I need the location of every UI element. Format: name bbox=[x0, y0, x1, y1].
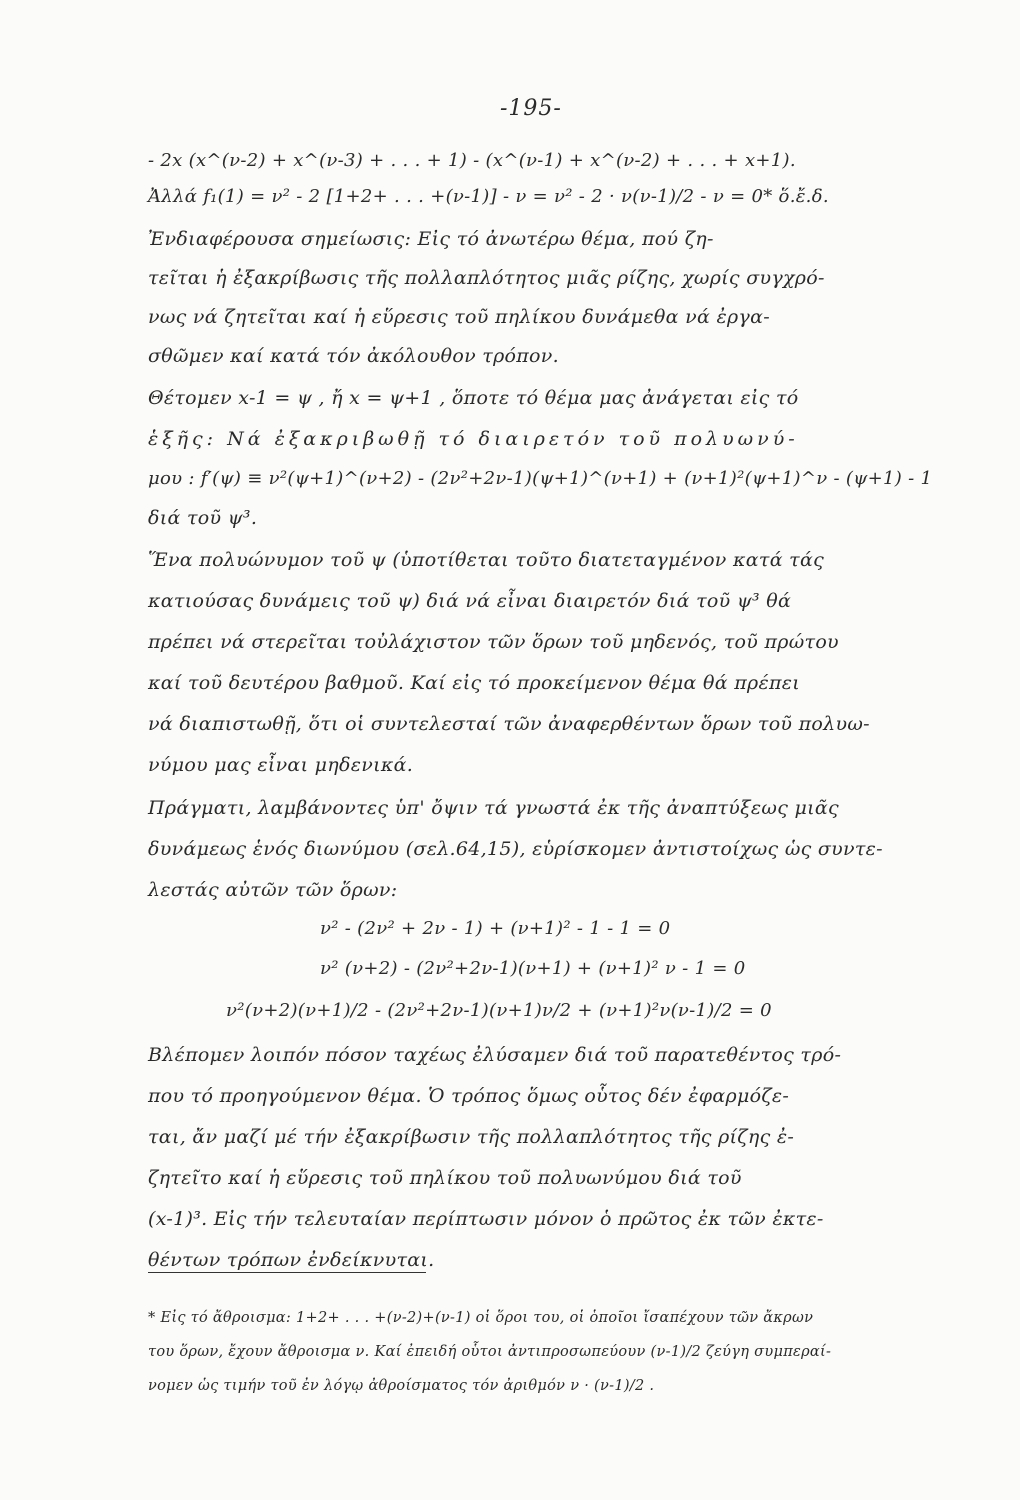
equation-line-2: Ἀλλά f₁(1) = ν² - 2 [1+2+ . . . +(ν-1)] - ν = ν² - 2 · ν(ν-1)/2 - ν = 0* ὅ.ἔ.δ. bbox=[148, 186, 829, 207]
text-line: (x-1)³. Εἰς τήν τελευταίαν περίπτωσιν μόνον ὁ πρῶτος ἐκ τῶν ἐκτε- bbox=[148, 1208, 824, 1230]
text-line: που τό προηγούμενον θέμα. Ὁ τρόπος ὅμως οὗτος δέν ἐφαρμόζε- bbox=[148, 1085, 790, 1107]
text-line: σθῶμεν καί κατά τόν ἀκόλουθον τρόπον. bbox=[148, 345, 559, 367]
text-line: δυνάμεως ἑνός διωνύμου (σελ.64,15), εὑρίσκομεν ἀντιστοίχως ὡς συντε- bbox=[148, 838, 883, 860]
text-line: πρέπει νά στερεῖται τοὐλάχιστον τῶν ὅρων τοῦ μηδενός, τοῦ πρώτου bbox=[148, 631, 839, 653]
footnote-line: νομεν ὡς τιμήν τοῦ ἐν λόγῳ ἀθροίσματος τόν ἀριθμόν ν · (ν-1)/2 . bbox=[148, 1378, 655, 1394]
text-line: τεῖται ἡ ἐξακρίβωσις τῆς πολλαπλότητος μιᾶς ρίζης, χωρίς συγχρό- bbox=[148, 267, 825, 289]
page-number: -195- bbox=[500, 96, 562, 121]
coefficient-equation-3: ν²(ν+2)(ν+1)/2 - (2ν²+2ν-1)(ν+1)ν/2 + (ν+1)²ν(ν-1)/2 = 0 bbox=[226, 1000, 772, 1021]
footnote-divider bbox=[148, 1272, 426, 1273]
text-line: Πράγματι, λαμβάνοντες ὑπ' ὄψιν τά γνωστά ἐκ τῆς ἀναπτύξεως μιᾶς bbox=[148, 797, 839, 819]
text-line: λεστάς αὐτῶν τῶν ὅρων: bbox=[148, 879, 398, 901]
text-line: Βλέπομεν λοιπόν πόσον ταχέως ἐλύσαμεν διά τοῦ παρατεθέντος τρό- bbox=[148, 1044, 842, 1066]
text-line: Θέτομεν x-1 = ψ , ἤ x = ψ+1 , ὅποτε τό θέμα μας ἀνάγεται εἰς τό bbox=[148, 387, 799, 409]
coefficient-equation-1: ν² - (2ν² + 2ν - 1) + (ν+1)² - 1 - 1 = 0 bbox=[320, 918, 671, 939]
text-line: κατιούσας δυνάμεις τοῦ ψ) διά νά εἶναι διαιρετόν διά τοῦ ψ³ θά bbox=[148, 590, 792, 612]
footnote-line: * Εἰς τό ἄθροισμα: 1+2+ . . . +(ν-2)+(ν-1) οἱ ὅροι του, οἱ ὁποῖοι ἴσαπέχουν τῶν ἄκρων bbox=[148, 1310, 814, 1326]
text-line: Ἕνα πολυώνυμον τοῦ ψ (ὑποτίθεται τοῦτο διατεταγμένον κατά τάς bbox=[148, 549, 825, 571]
footnote-line: του ὅρων, ἔχουν ἄθροισμα ν. Καί ἐπειδή οὗτοι ἀντιπροσωπεύουν (ν-1)/2 ζεύγη συμπεραί- bbox=[148, 1344, 832, 1360]
text-line: νως νά ζητεῖται καί ἡ εὕρεσις τοῦ πηλίκου δυνάμεθα νά ἐργα- bbox=[148, 306, 770, 328]
equation-line-3: μου : f′(ψ) ≡ ν²(ψ+1)^(ν+2) - (2ν²+2ν-1)(ψ+1)^(ν+1) + (ν+1)²(ψ+1)^ν - (ψ+1) - 1 bbox=[148, 468, 933, 489]
text-line: νύμου μας εἶναι μηδενικά. bbox=[148, 754, 414, 776]
text-line: ζητεῖτο καί ἡ εὕρεσις τοῦ πηλίκου τοῦ πολυωνύμου διά τοῦ bbox=[148, 1167, 742, 1189]
text-line: ται, ἄν μαζί μέ τήν ἐξακρίβωσιν τῆς πολλαπλότητος τῆς ρίζης ἐ- bbox=[148, 1126, 795, 1148]
text-line: νά διαπιστωθῇ, ὅτι οἱ συντελεσταί τῶν ἀναφερθέντων ὅρων τοῦ πολυω- bbox=[148, 713, 870, 735]
equation-line-1: - 2x (x^(ν-2) + x^(ν-3) + . . . + 1) - (x^(ν-1) + x^(ν-2) + . . . + x+1). bbox=[148, 150, 796, 171]
text-line: Ἐνδιαφέρουσα σημείωσις: Εἰς τό ἀνωτέρω θέμα, πού ζη- bbox=[148, 228, 714, 250]
text-line: ἑξῆς: Νά ἐξακριβωθῇ τό διαιρετόν τοῦ πολυωνύ- bbox=[148, 428, 799, 450]
text-line: διά τοῦ ψ³. bbox=[148, 507, 258, 529]
text-line: καί τοῦ δευτέρου βαθμοῦ. Καί εἰς τό προκείμενον θέμα θά πρέπει bbox=[148, 672, 800, 694]
coefficient-equation-2: ν² (ν+2) - (2ν²+2ν-1)(ν+1) + (ν+1)² ν - 1 = 0 bbox=[320, 958, 746, 979]
text-line: θέντων τρόπων ἐνδείκνυται. bbox=[148, 1249, 435, 1271]
